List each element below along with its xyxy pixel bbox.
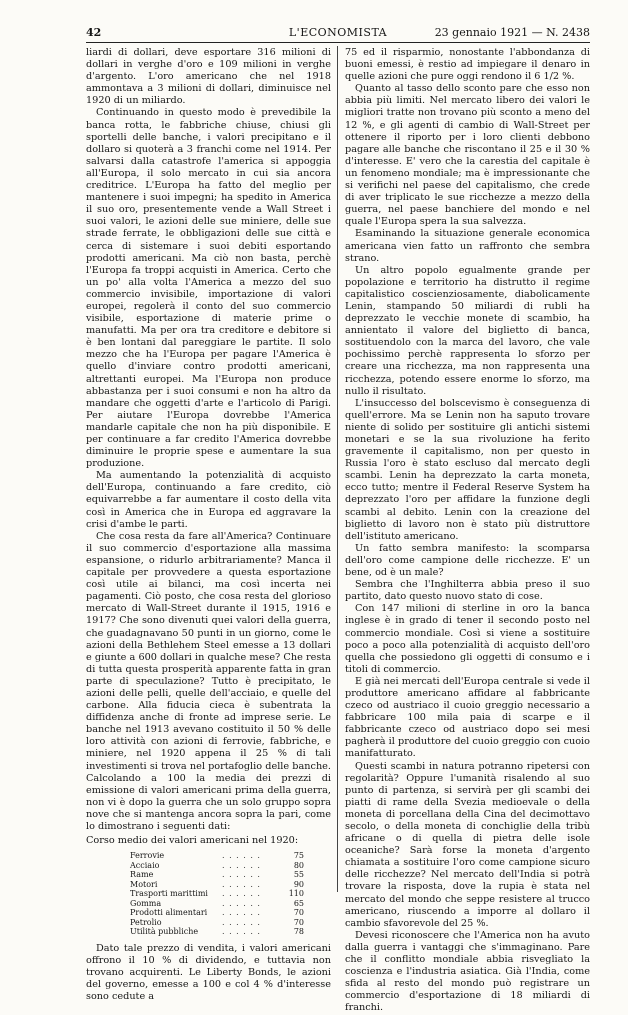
- price-category: Petrolio: [130, 917, 162, 927]
- price-category: Prodotti alimentari: [130, 908, 208, 918]
- paragraph: 75 ed il risparmio, nonostante l'abbondanza di buoni emessi, è restio ad impiegare il denaro in quelle azioni che pure oggi rendono il 6 1/2 %.: [345, 47, 590, 83]
- paragraph: Devesi riconoscere che l'America non ha avuto dalla guerra i vantaggi che s'immaginano. Pare che il conflitto mondiale abbia risvegliato la coscienza e l'industria asiatica. Già l'India, come sfida al resto del mondo può registrare un commercio d'esportazione di 18 miliardi di franchi.: [345, 929, 590, 1014]
- paragraph: Quanto al tasso dello sconto pare che esso non abbia più limiti. Nel mercato libero dei valori le migliori tratte non trovano più sconto a meno del 12 %, e gli agenti di cambio di Wall-Street per ottenere il riporto per i loro clienti debbono pagare alle banche che riscontano il 25 e il 30 % d'interesse. E' vero che la carestia del capitale è un fenomeno mondiale; ma è impressionante che si verifichi nel paese del capitalismo, che crede di aver triplicato le sue ricchezze a mezzo della guerra, nel paese banchiere del mondo e nel quale l'Europa spera la sua salvezza.: [345, 83, 590, 228]
- price-row: [130, 908, 304, 918]
- price-category: Rame: [130, 870, 154, 880]
- issue-date: 23 gennaio 1921 — N. 2438: [434, 26, 590, 39]
- price-row: [130, 861, 304, 871]
- paragraph: Sembra che l'Inghilterra abbia preso il suo partito, dato questo nuovo stato di cose.: [345, 579, 590, 603]
- price-value: 70: [293, 917, 304, 927]
- price-row: [130, 918, 304, 928]
- paragraph: Dato tale prezzo di vendita, i valori americani offrono il 10 % di dividendo, e tuttavia non trovano acquirenti. Le Liberty Bonds, le azioni del governo, emesse a 100 e col 4 % d'interesse sono cedute a: [86, 942, 331, 1003]
- paragraph: liardi di dollari, deve esportare 316 milioni di dollari in verghe d'oro e 109 milioni in verghe d'argento. L'oro americano che nel 1918 ammontava a 3 milioni di dollari, diminuisce nel 1920 di un miliardo.: [86, 47, 331, 107]
- price-leader-dots: . . . . . .: [222, 927, 261, 937]
- price-category: Gomma: [130, 898, 162, 908]
- price-value: 80: [293, 860, 304, 870]
- running-header: [86, 26, 590, 40]
- price-row: [130, 927, 304, 937]
- price-leader-dots: . . . . . .: [222, 917, 261, 927]
- price-category: Motori: [130, 879, 158, 889]
- price-leader-dots: . . . . . .: [222, 889, 261, 899]
- price-category: Ferrovie: [130, 851, 165, 861]
- left-column: [86, 47, 331, 1003]
- price-value: 75: [293, 851, 304, 861]
- price-row: [130, 870, 304, 880]
- price-leader-dots: . . . . . .: [222, 870, 261, 880]
- price-category: Trasporti marittimi: [130, 889, 208, 899]
- price-table: [130, 851, 304, 937]
- journal-title: L'ECONOMISTA: [288, 26, 388, 39]
- price-row: [130, 851, 304, 861]
- price-category: Acciaio: [130, 860, 160, 870]
- paragraph: Esaminando la situazione generale economica americana vien fatto un raffronto che sembra strano.: [345, 228, 590, 264]
- price-value: 110: [288, 889, 304, 899]
- page-number: 42: [86, 26, 102, 39]
- price-leader-dots: . . . . . .: [222, 908, 261, 918]
- column-divider: [337, 46, 338, 892]
- paragraph: Continuando in questo modo è prevedibile la banca rotta, le fabbriche chiuse, chiusi gli sportelli delle banche, i valori precipitano e il dollaro si quoterà a 3 franchi come nel 1914. Per salvarsi dalla catastrofe l'america si appoggia all'Europa, il solo mercato in cui sia ancora creditrice. L'Europa ha fatto del meglio per mantenere i suoi impegni; ha spedito in America il suo oro, presentemente vende a Wall Street i suoi valori, le azioni delle sue miniere, delle sue strade ferrate, le obbligazioni delle sue città e cerca di sistemare i suoi debiti esportando prodotti americani. Ma ciò non basta, perchè l'Europa fa troppi acquisti in America. Certo che un po' alla volta l'America a mezzo del suo commercio invisibile, importazione di valori europei, regolerà il conto del suo commercio visibile, esportazione di materie prime o manufatti. Ma per ora tra creditore e debitore si è ben lontani dal pareggiare le partite. Il solo mezzo che ha l'Europa per pagare l'America è quello d'inviare contro prodotti americani, altrettanti europei. Ma l'Europa non produce abbastanza per i suoi consumi e non ha altro da mandare che oggetti d'arte e l'articolo di Parigi. Per aiutare l'Europa dovrebbe l'America mandarle capitale che non ha più disponibile. E per continuare a far credito l'America dovrebbe diminuire le proprie spese e aumentare la sua produzione.: [86, 107, 331, 470]
- price-value: 65: [293, 898, 304, 908]
- paragraph: E già nei mercati dell'Europa centrale si vede il produttore americano affidare al fabbricante czeco od austriaco il cuoio greggio necessario a fabbricare 100 mila paia di scarpe e il fabbricante czeco od austriaco dopo sei mesi pagherà il produttore del cuoio greggio con cuoio manifatturato.: [345, 675, 590, 760]
- right-column: [345, 47, 590, 1014]
- price-value: 78: [293, 927, 304, 937]
- price-leader-dots: . . . . . .: [222, 851, 261, 861]
- paragraph: Con 147 milioni di sterline in oro la banca inglese è in grado di tener il secondo posto nel commercio mondiale. Così si viene a sostituire poco a poco alla potenzialità di acquisto dell'oro quella che possiedono gli oggetti di consumo e i titoli di commercio.: [345, 603, 590, 675]
- paragraph: Questi scambi in natura potranno ripetersi con regolarità? Oppure l'umanità risalendo al suo punto di partenza, si servirà per gli scambi dei piatti di rame della Svezia medioevale o della moneta di porcellana della Cina del decimottavo secolo, o della moneta di conchiglie della tribù africane o di quella di pietra delle isole oceaniche? Sarà forse la moneta d'argento chiamata a sostituire l'oro come campione sicuro delle ricchezze? Nel mercato dell'India si potrà trovare la risposta, dove la rupia è stata nel mercato del mondo che seppe resistere al trucco americano, riuscendo a imporre al dollaro il cambio sfavorevole del 25 %.: [345, 760, 590, 929]
- paragraph: Che cosa resta da fare all'America? Continuare il suo commercio d'esportazione alla massima espansione, o ridurlo arbitrariamente? Manca il capitale per provvedere a questa esportazione così utile ai bilanci, ma così incerta nei pagamenti. Ciò posto, che cosa resta del glorioso mercato di Wall-Street durante il 1915, 1916 e 1917? Che sono divenuti quei valori della guerra, che guadagnavano 50 punti in un giorno, come le azioni della Bethlehem Steel emesse a 13 dollari e giunte a 600 dollari in qualche mese? Che resta di tutta questa prosperità apparente fatta in gran parte di speculazione? Tutto è precipitato, le azioni delle pelli, quelle dell'acciaio, e quelle del carbone. Alla fiducia cieca è subentrata la diffidenza anche di fronte ad imprese serie. Le banche nel 1913 avevano costituito il 50 % delle loro attività con azioni di ferrovie, fabbriche, e miniere, nel 1920 appena il 25 % di tali investimenti si trova nel portafoglio delle banche. Calcolando a 100 la media dei prezzi di emissione di valori americani prima della guerra, non vi è dopo la guerra che un solo gruppo sopra nove che si mantenga ancora sopra la pari, come lo dimostrano i seguenti dati:: [86, 530, 331, 832]
- price-row: [130, 899, 304, 909]
- table-heading: Corso medio dei valori americani nel 1920:: [86, 835, 299, 847]
- paragraph: L'insuccesso del bolscevismo è conseguenza di quell'errore. Ma se Lenin non ha saputo trovare niente di solido per sostituire gli antichi sistemi monetari e se la sua rivoluzione ha ferito gravemente il capitalismo, non per questo in Russia l'oro è stato escluso dal mercato degli scambi. Lenin ha deprezzato la carta moneta, ecco tutto; mentre il Federal Reserve System ha deprezzato l'oro per affidare la funzione degli scambi al debito. Lenin con la creazione del biglietto di lavoro non è stato più distruttore dell'istituto americano.: [345, 397, 590, 542]
- price-leader-dots: . . . . . .: [222, 898, 261, 908]
- price-row: [130, 880, 304, 890]
- price-leader-dots: . . . . . .: [222, 879, 261, 889]
- paragraph: Un fatto sembra manifesto: la scomparsa dell'oro come campione delle ricchezze. E' un bene, od è un male?: [345, 542, 590, 579]
- price-value: 90: [293, 879, 304, 889]
- price-value: 55: [293, 870, 304, 880]
- header-rule: [86, 42, 590, 43]
- price-category: Utilità pubbliche: [130, 927, 199, 937]
- price-row: [130, 889, 304, 899]
- price-value: 70: [293, 908, 304, 918]
- paragraph: Ma aumentando la potenzialità di acquisto dell'Europa, continuando a fare credito, ciò equivarrebbe a far aumentare il costo della vita così in America che in Europa ed aggravare la crisi d'ambe le parti.: [86, 470, 331, 530]
- paragraph: Un altro popolo egualmente grande per popolazione e territorio ha distrutto il regime capitalistico coscienziosamente, diabolicamente Lenin, stampando 50 miliardi di rubli ha deprezzato le vecchie monete di scambio, ha annientato il valore del biglietto di banca, sostituendolo con la marca del lavoro, che vale pochissimo perchè rappresenta lo sforzo per creare una ricchezza, ma non rappresenta una ricchezza, potendo essere enorme lo sforzo, ma nullo il risultato.: [345, 264, 590, 397]
- price-leader-dots: . . . . . .: [222, 860, 261, 870]
